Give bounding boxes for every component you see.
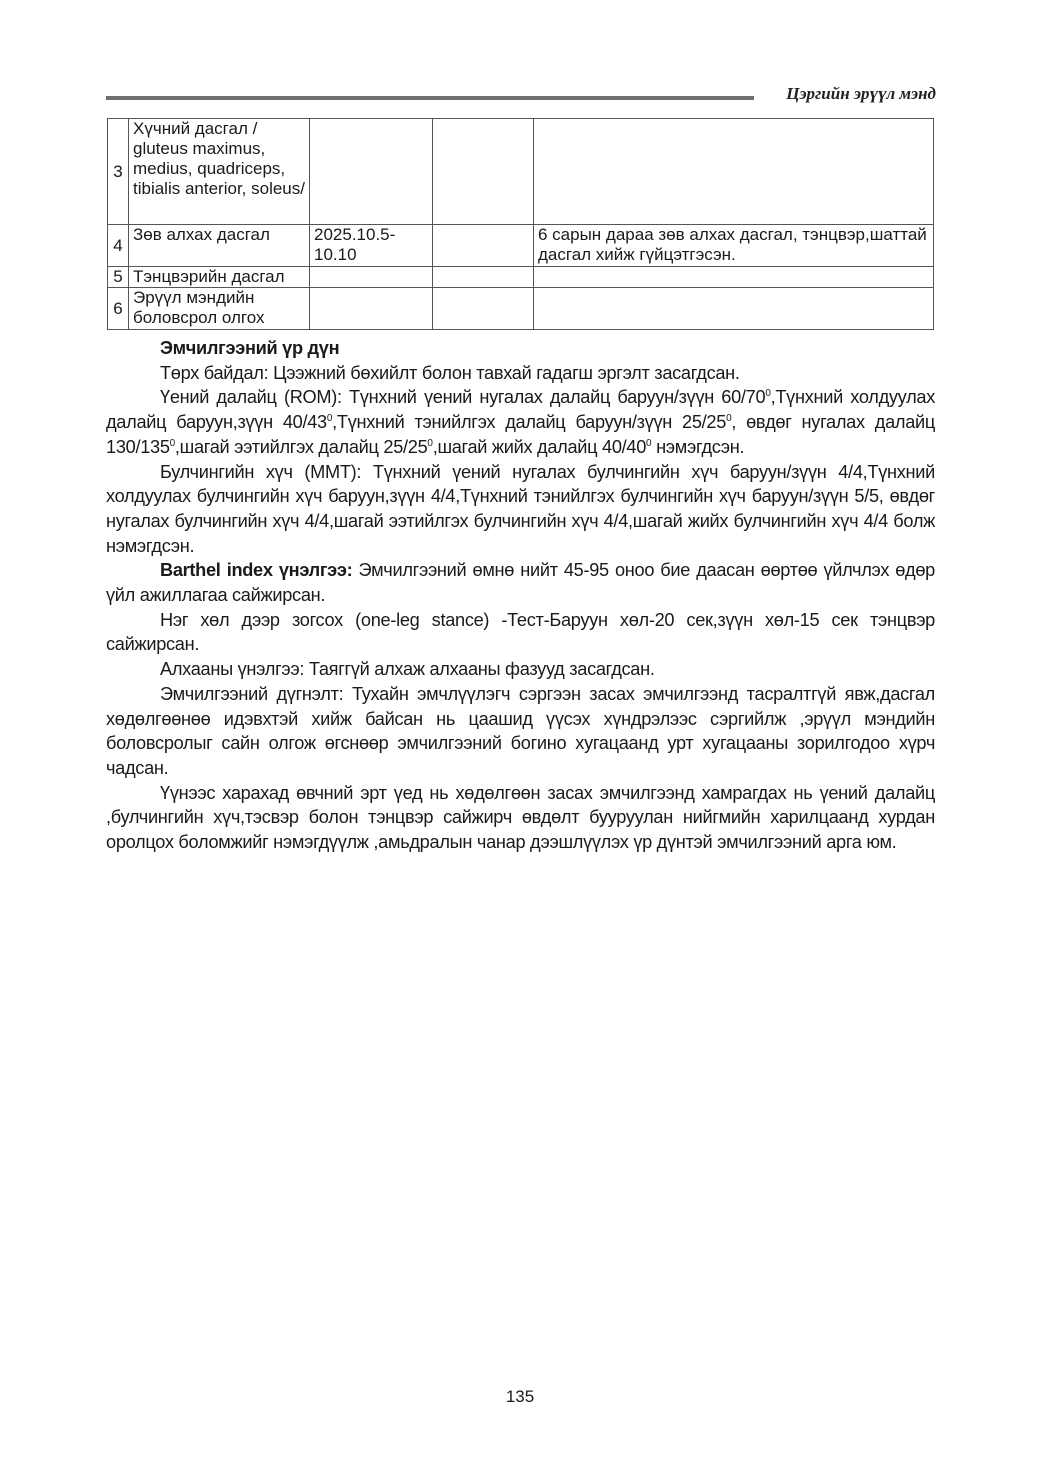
paragraph-barthel <box>106 558 935 607</box>
running-title: Цэргийн эрүүл мэнд <box>786 84 936 103</box>
paragraph-appearance: Төрх байдал: Цээжний бөхийлт болон тавхай гадагш эргэлт засагдсан. <box>160 362 740 383</box>
date-cell: 2025.10.5-10.10 <box>310 225 433 267</box>
row-number: 4 <box>108 225 129 267</box>
row-number: 3 <box>108 119 129 225</box>
paragraph-summary: Үүнээс харахад өвчний эрт үед нь хөдөлгөөн засах эмчилгээнд хамрагдах нь үений далайц ,булчингийн хүч,тэсвэр болон тэнцвэр сайжирч өвдөлт бууруулан нийгмийн харилцаанд хурдан оролцох боломжийг нэмэгдүүлж ,амьдралын чанар дээшлүүлэх үр дүнтэй эмчилгээний арга юм. <box>106 782 935 853</box>
exercise-cell: Эрүүл мэндийн боловсрол олгох <box>129 288 310 330</box>
table-row <box>108 119 934 225</box>
barthel-label: Barthel index үнэлгээ: <box>160 560 353 581</box>
degree-mark: 0 <box>169 437 175 449</box>
results-section <box>106 336 935 855</box>
exercise-cell: Тэнцвэрийн дасгал <box>129 267 310 288</box>
rom-text: ,шагай ээтийлгэх далайц 25/25 <box>174 436 428 457</box>
exercise-cell: Зөв алхах дасгал <box>129 225 310 267</box>
rom-text: ,Түнхний тэнийлгэх далайц баруун/зүүн 25/25 <box>332 412 727 433</box>
empty-cell <box>433 225 534 267</box>
degree-mark: 0 <box>765 388 771 400</box>
degree-mark: 0 <box>326 413 333 425</box>
running-header <box>106 84 936 108</box>
paragraph-one-leg-stance: Нэг хөл дээр зогсох (one-leg stance) -Тест-Баруун хөл-20 сек,зүүн хөл-15 сек тэнцвэр сайжирсан. <box>106 609 935 655</box>
rom-text: , өвдөг нугалах далайц 130/135 <box>106 412 935 457</box>
barthel-text: Эмчилгээний өмнө нийт 45-95 оноо бие даасан өөртөө үйлчлэх өдөр үйл ажиллагаа сайжирсан. <box>106 560 935 606</box>
date-cell <box>310 288 433 330</box>
exercise-table <box>107 118 934 330</box>
exercise-cell: Хүчний дасгал / gluteus maximus, medius, quadriceps, tibialis anterior, soleus/ <box>129 119 310 225</box>
result-cell <box>534 288 934 330</box>
section-heading <box>106 336 935 361</box>
paragraph-mmt: Булчингийн хүч (ММТ): Түнхний үений нугалах булчингийн хүч баруун/зүүн 4/4,Түнхний холдуулах булчингийн хүч баруун,зүүн 4/4,Түнхний тэнийлгэх булчингийн хүч баруун/зүүн 5/5, өвдөг нугалах булчингийн хүч 4/4,шагай ээтийлгэх булчингийн хүч 4/4,шагай жийх булчингийн хүч 4/4 болж нэмэгдсэн. <box>106 461 935 556</box>
empty-cell <box>433 288 534 330</box>
empty-cell <box>433 119 534 225</box>
row-number: 5 <box>108 267 129 288</box>
rom-text: Үений далайц (ROM): Түнхний үений нугалах далайц баруун/зүүн 60/70 <box>160 387 766 408</box>
page-number: 135 <box>505 1387 535 1406</box>
rom-text: ,шагай жийх далайц 40/40 <box>432 436 647 457</box>
table-row <box>108 267 934 288</box>
table-row <box>108 225 934 267</box>
result-cell <box>534 267 934 288</box>
result-cell <box>534 119 934 225</box>
rom-text: нэмэгдсэн. <box>651 436 745 457</box>
heading-text: Эмчилгээний үр дүн <box>160 338 340 358</box>
result-cell: 6 сарын дараа зөв алхах дасгал, тэнцвэр,шаттай дасгал хийж гүйцэтгэсэн. <box>534 225 934 267</box>
paragraph-rom <box>106 385 935 459</box>
degree-mark: 0 <box>726 413 732 425</box>
degree-mark: 0 <box>427 437 433 449</box>
paragraph-conclusion: Эмчилгээний дүгнэлт: Тухайн эмчлүүлэгч сэргээн засах эмчилгээнд тасралтгүй явж,дасгал хөдөлгөөнөө идэвхтэй хийж байсан нь цаашид үүсэх хүндрэлээс сэргийлж ,эрүүл мэндийн боловсролыг сайн олгож өгснөөр эмчилгээний богино хугацаанд урт хугацааны зорилгодоо хүрч чадсан. <box>106 683 935 778</box>
degree-mark: 0 <box>646 437 652 449</box>
rom-text: ,Түнхний холдуулах далайц баруун,зүүн 40/43 <box>106 387 935 433</box>
date-cell <box>310 119 433 225</box>
row-number: 6 <box>108 288 129 330</box>
empty-cell <box>433 267 534 288</box>
header-rule <box>106 96 754 100</box>
date-cell <box>310 267 433 288</box>
paragraph-gait: Алхааны үнэлгээ: Таяггүй алхаж алхааны фазууд засагдсан. <box>160 659 655 680</box>
table-row <box>108 288 934 330</box>
